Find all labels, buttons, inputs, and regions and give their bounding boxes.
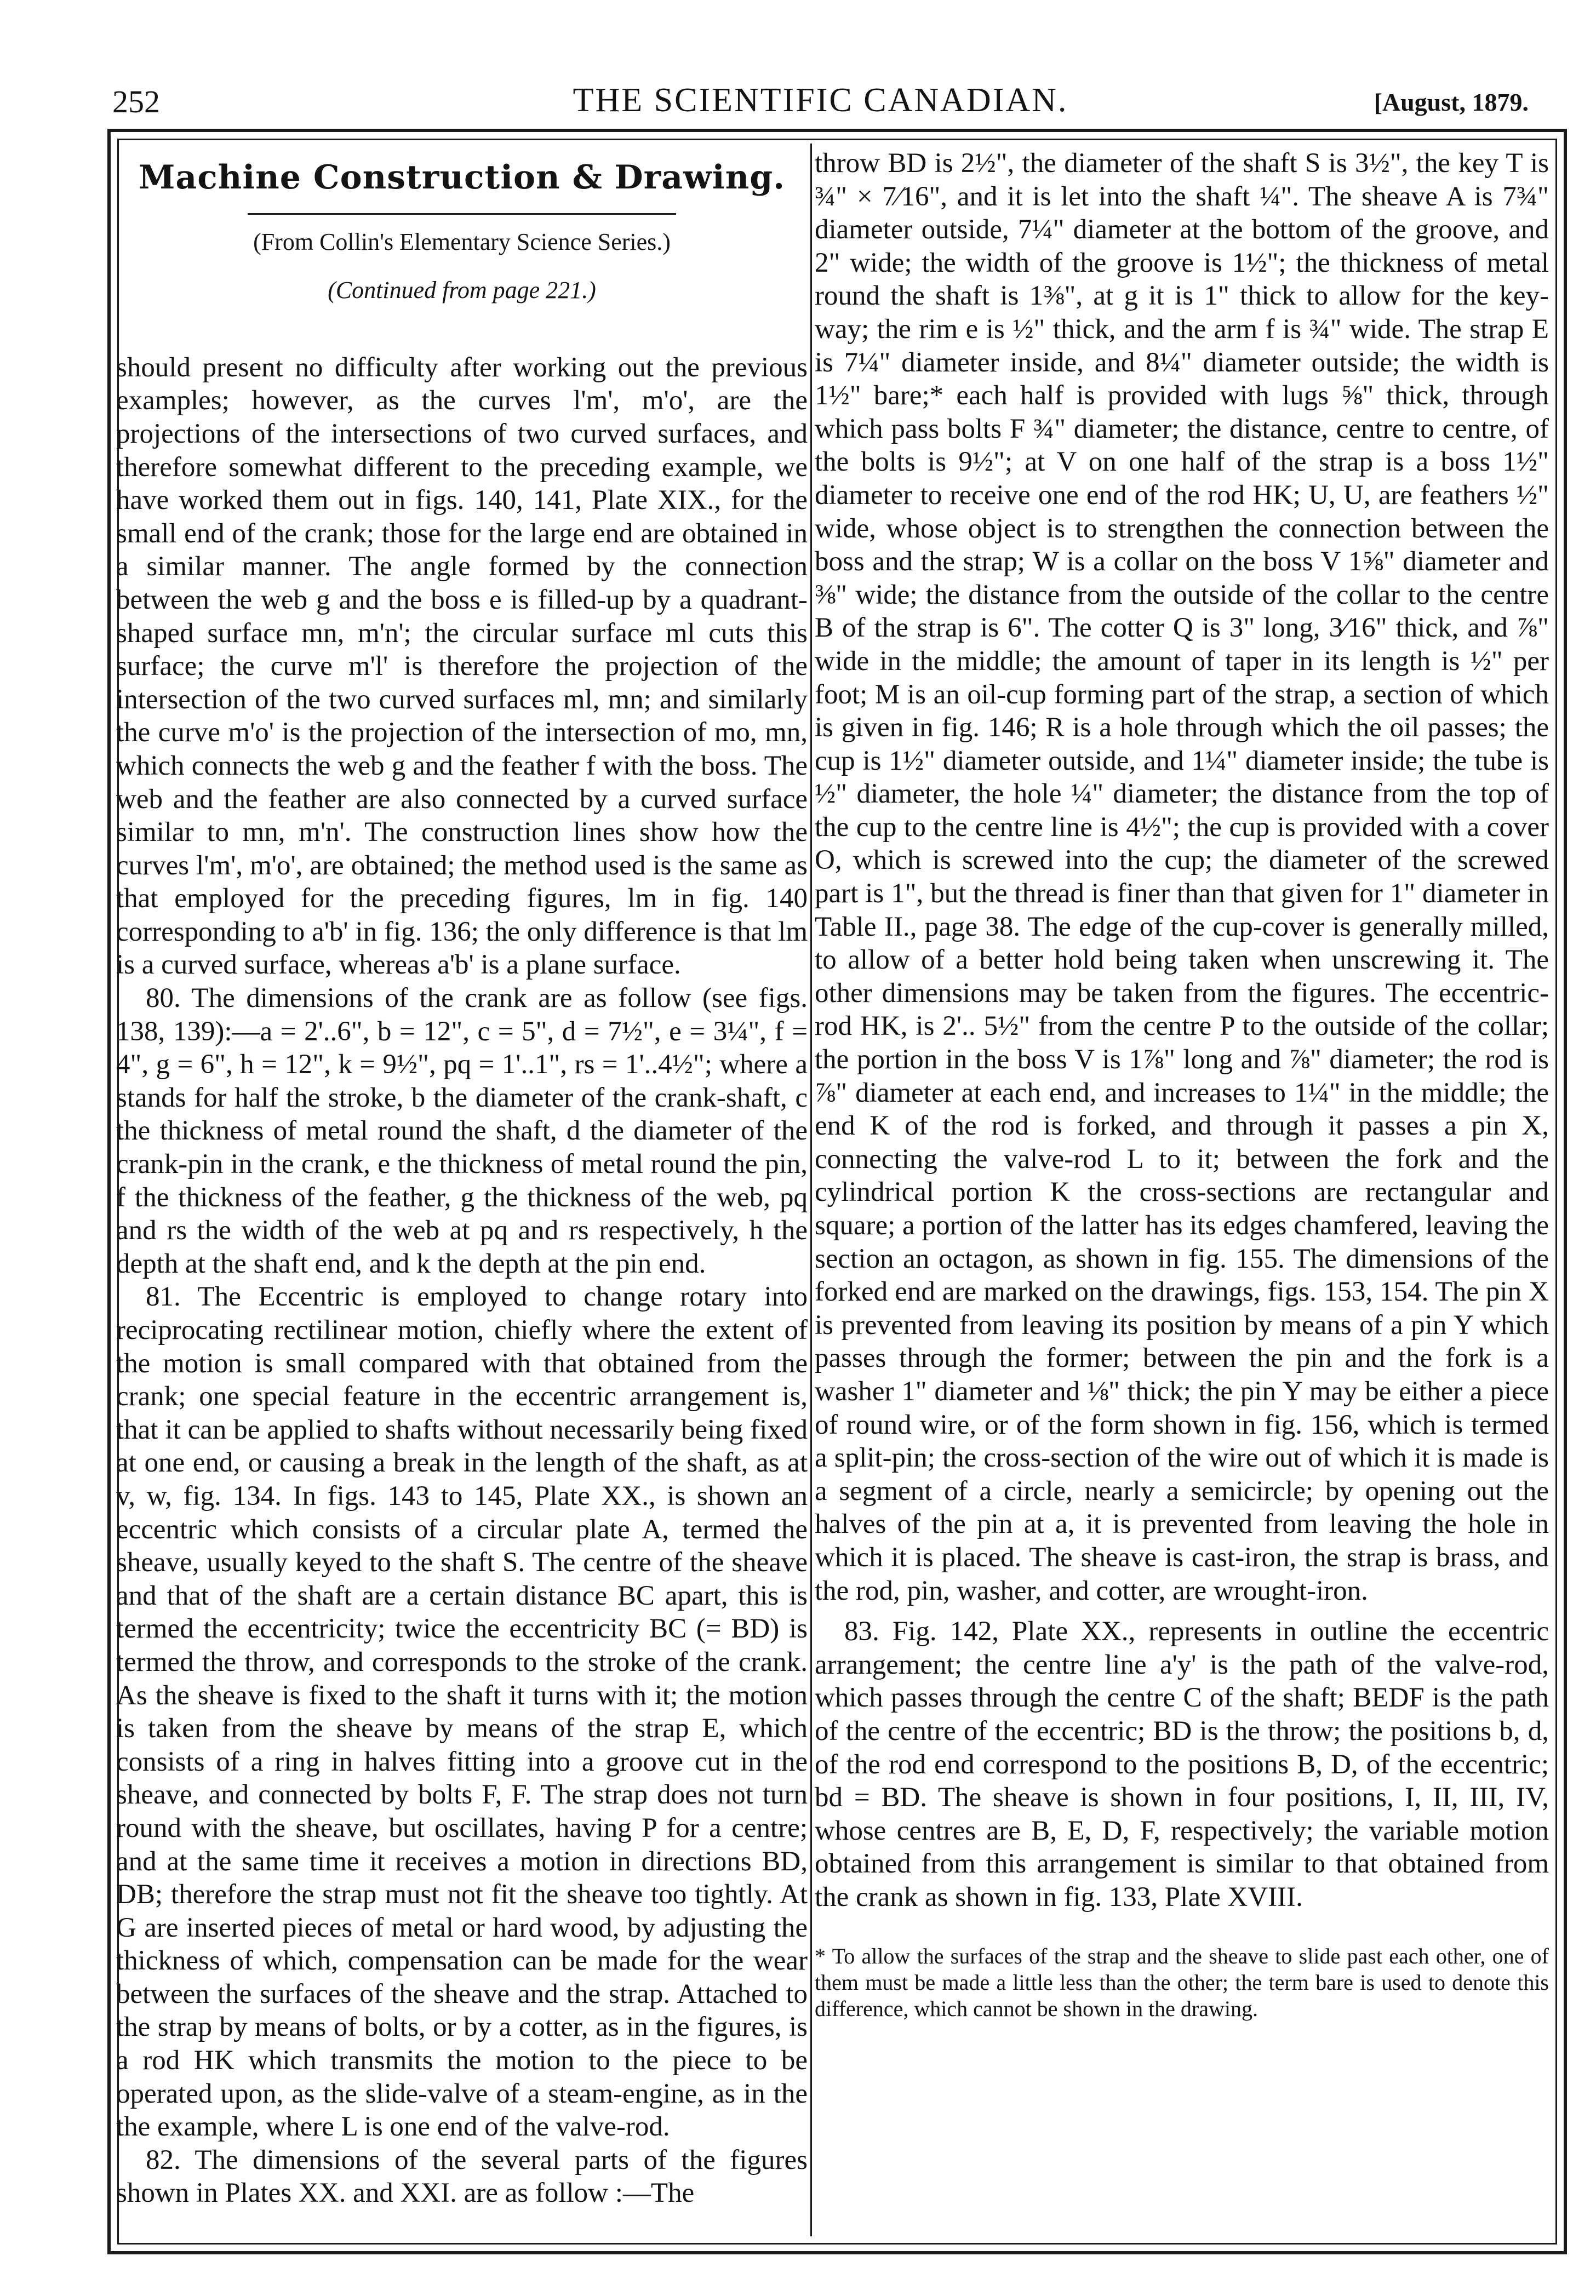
page-number: 252 xyxy=(112,84,160,119)
column-divider xyxy=(810,144,812,2236)
article-title: Machine Construction & Drawing. xyxy=(138,158,786,197)
right-column xyxy=(815,147,1549,2229)
paragraph-82-continued: throw BD is 2½", the diameter of the shaft S is 3½", the key T is ¾" × 7⁄16", and it is let into the shaft ¼". The sheave A is 7¾" diameter outside, 7¼" diameter at the bottom of the groove, and 2" wide; the width of the groove is 1½"; the thickness of metal round the shaft is 1⅜", at g it is 1" thick to allow for the key-way; the rim e is ½" thick, and the arm f is ¾" wide. The strap E is 7¼" diameter inside, and 8¼" diameter outside; the width is 1½" bare;* each half is provided with lugs ⅝" thick, through which pass bolts F ¾" diameter; the distance, centre to centre, of the bolts is 9½"; at V on one half of the strap is a boss 1½" diameter to receive one end of the rod HK; U, U, are feathers ½" wide, whose object is to strengthen the connection between the boss and the strap; W is a collar on the boss V 1⅝" diameter and ⅜" wide; the distance from the outside of the collar to the centre B of the strap is 6". The cotter Q is 3" long, 3⁄16" thick, and ⅞" wide in the middle; the amount of taper in its length is ½" per foot; M is an oil-cup forming part of the strap, a section of which is given in fig. 146; R is a hole through which the oil passes; the cup is 1½" diameter outside, and 1¼" diameter inside; the tube is ½" diameter, the hole ¼" diameter; the distance from the top of the cup to the centre line is 4½"; the cup is provided with a cover O, which is screwed into the cup; the diameter of the screwed part is 1", but the thread is finer than that given for 1" diameter in Table II., page 38. The edge of the cup-cover is generally milled, to allow of a better hold being taken when unscrewing it. The other dimensions may be taken from the figures. The eccentric-rod HK, is 2'.. 5½" from the centre P to the outside of the collar; the portion in the boss V is 1⅞" long and ⅞" diameter; the rod is ⅞" diameter at each end, and increases to 1¼" in the middle; the end K of the rod is forked, and through it passes a pin X, connecting the valve-rod L to it; between the fork and the cylindrical portion K the cross-sections are rectangular and square; a portion of the latter has its edges chamfered, leaving the section an octagon, as shown in fig. 155. The dimensions of the forked end are marked on the drawings, figs. 153, 154. The pin X is prevented from leaving its position by means of a pin Y which passes through the former; between the pin and the fork is a washer 1" diameter and ⅛" thick; the pin Y may be either a piece of round wire, or of the form shown in fig. 156, which is termed a split-pin; the cross-section of the wire out of which it is made is a segment of a circle, nearly a semicircle; by opening out the halves of the pin at a, it is prevented from leaving the hole in which it is placed. The sheave is cast-iron, the strap is brass, and the rod, pin, washer, and cotter, are wrought-iron. xyxy=(815,148,1549,1606)
continued-note: (Continued from page 221.) xyxy=(328,277,596,304)
paragraph-82: 82. The dimensions of the several parts of the figures shown in Plates XX. and XXI. are as follow :—The xyxy=(116,2144,808,2209)
left-column xyxy=(116,147,808,2229)
journal-title: THE SCIENTIFIC CANADIAN. xyxy=(573,82,1068,119)
paragraph-83: 83. Fig. 142, Plate XX., represents in outline the eccentric arrangement; the centre line a'y' is the path of the valve-rod, which passes through the centre C of the shaft; BEDF is the path of the centre of the eccentric; BD is the throw; the positions b, d, of the rod end correspond to the positions B, D, of the eccentric; bd = BD. The sheave is shown in four positions, I, II, III, IV, whose centres are B, E, D, F, respectively; the variable motion obtained from this arrangement is similar to that obtained from the crank as shown in fig. 133, Plate XVIII. xyxy=(815,1616,1549,1913)
running-head xyxy=(112,77,1529,126)
issue-date: [August, 1879. xyxy=(1374,88,1529,116)
paragraph-80: 80. The dimensions of the crank are as follow (see figs. 138, 139):—a = 2'..6", b = 12", c = 5", d = 7½", e = 3¼", f = 4", g = 6", h = 12", k = 9½", pq = 1'..1", rs = 1'..4½"; where a stands for half the stroke, b the diameter of the crank-shaft, c the thickness of metal round the shaft, d the diameter of the crank-pin in the crank, e the thickness of metal round the pin, f the thickness of the feather, g the thickness of the web, pq and rs the width of the web at pq and rs respectively, h the depth at the shaft end, and k the depth at the pin end. xyxy=(116,983,808,1279)
paragraph: should present no difficulty after working out the previous examples; however, as the curves l'm', m'o', are the projections of the intersections of two curved surfaces, and therefore somewhat different to the preceding example, we have worked them out in figs. 140, 141, Plate XIX., for the small end of the crank; those for the large end are obtained in a similar manner. The angle formed by the connection between the web g and the boss e is filled-up by a quadrant-shaped surface mn, m'n'; the circular surface ml cuts this surface; the curve m'l' is therefore the projection of the intersection of the two curved surfaces ml, mn; and similarly the curve m'o' is the projection of the intersection of mo, mn, which connects the web g and the feather f with the boss. The web and the feather are also connected by a curved surface similar to mn, m'n'. The construction lines show how the curves l'm', m'o', are obtained; the method used is the same as that employed for the preceding figures, lm in fig. 140 corresponding to a'b' in fig. 136; the only difference is that lm is a curved surface, whereas a'b' is a plane surface. xyxy=(116,352,808,981)
article-source: (From Collin's Elementary Science Series.) xyxy=(253,228,671,255)
paragraph-81: 81. The Eccentric is employed to change rotary into reciprocating rectilinear motion, chiefly where the extent of the motion is small compared with that obtained from the crank; one special feature in the eccentric arrangement is, that it can be applied to shafts without necessarily being fixed at one end, or causing a break in the length of the shaft, as at v, w, fig. 134. In figs. 143 to 145, Plate XX., is shown an eccentric which consists of a circular plate A, termed the sheave, usually keyed to the shaft S. The centre of the sheave and that of the shaft are a certain distance BC apart, this is termed the eccentricity; twice the eccentricity BC (= BD) is termed the throw, and corresponds to the stroke of the crank. As the sheave is fixed to the shaft it turns with it; the motion is taken from the sheave by means of the strap E, which consists of a ring in halves fitting into a groove cut in the sheave, and connected by bolts F, F. The strap does not turn round with the sheave, but oscillates, having P for a centre; and at the same time it receives a motion in directions BD, DB; therefore the strap must not fit the sheave too tightly. At G are inserted pieces of metal or hard wood, by adjusting the thickness of which, compensation can be made for the wear between the surfaces of the sheave and the strap. Attached to the strap by means of bolts, or by a cotter, as in the figures, is a rod HK which transmits the motion to the piece to be operated upon, as the slide-valve of a steam-engine, as in the the example, where L is one end of the valve-rod. xyxy=(116,1281,808,2143)
footnote: * To allow the surfaces of the strap and the sheave to slide past each other, one of them must be made a little less than the other; the term bare is used to denote this difference, which cannot be shown in the drawing. xyxy=(815,1944,1549,2022)
title-rule xyxy=(248,213,676,215)
